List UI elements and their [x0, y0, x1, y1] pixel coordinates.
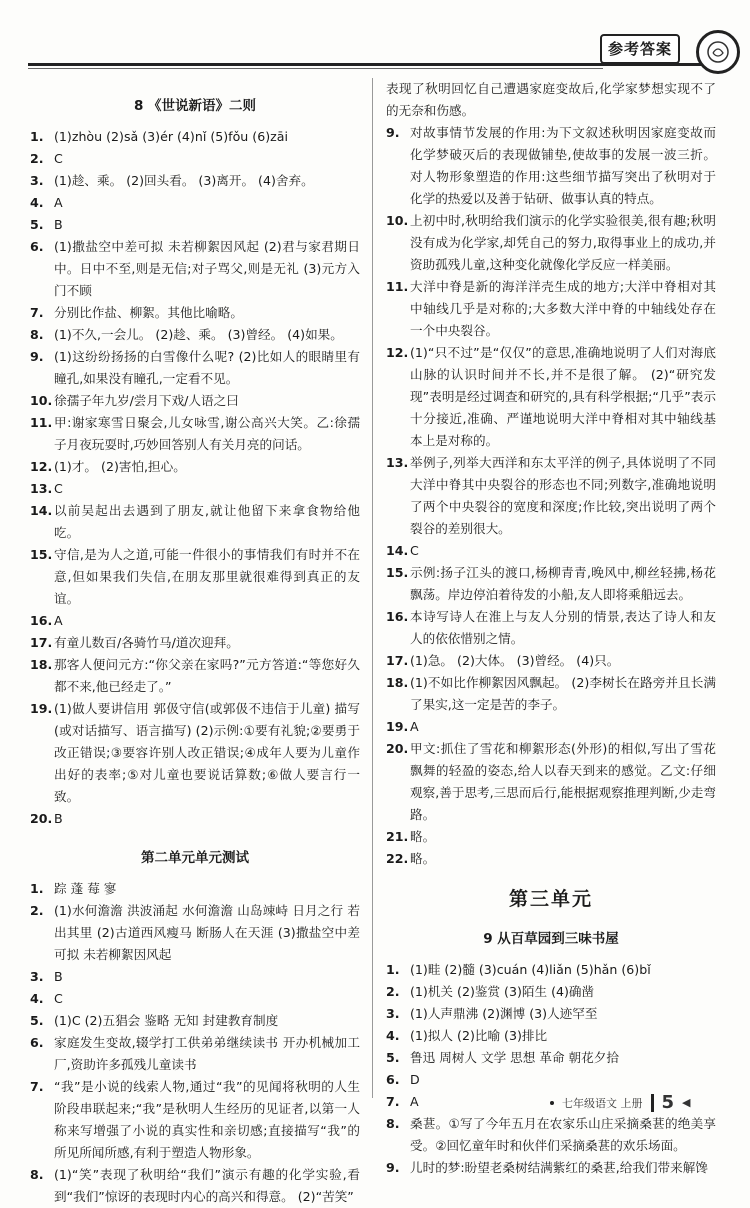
answer-text: 略。 [410, 829, 436, 844]
answer-number: 19. [386, 719, 409, 734]
answer-list [30, 878, 360, 1208]
answer-number: 10. [30, 393, 53, 408]
answer-number: 8. [386, 1116, 400, 1131]
answer-number: 22. [386, 851, 409, 866]
answer-text: A [410, 719, 419, 734]
answer-text: (1)急。 (2)大体。 (3)曾经。 (4)只。 [410, 653, 620, 668]
answer-number: 5. [386, 1050, 400, 1065]
publisher-logo [696, 30, 740, 74]
answer-text: (1)拟人 (2)比喻 (3)排比 [410, 1028, 548, 1043]
answer-number: 4. [386, 1028, 400, 1043]
answer-number: 13. [386, 455, 409, 470]
answer-list [30, 126, 360, 830]
answer-number: 7. [30, 1079, 44, 1094]
answer-item [30, 988, 360, 1010]
answer-number: 6. [30, 1035, 44, 1050]
left-column [30, 78, 360, 1208]
answer-text: “我”是小说的线索人物,通过“我”的见闻将秋明的人生阶段串联起来;“我”是秋明人生经历的见证者,以第一人称来写增强了小说的真实性和亲切感;直接描写“我”的所见所闻所感,有利于塑造人物形象。 [54, 1079, 360, 1160]
answer-number: 14. [386, 543, 409, 558]
answer-number: 12. [386, 345, 409, 360]
answer-number: 1. [30, 129, 44, 144]
answer-item [386, 826, 716, 848]
answer-item [30, 1032, 360, 1076]
answer-number: 20. [30, 811, 53, 826]
answer-number: 17. [30, 635, 53, 650]
answer-text: B [54, 969, 63, 984]
answer-item [386, 606, 716, 650]
answer-text: A [54, 195, 63, 210]
page-number: 5 [661, 1092, 675, 1113]
answer-number: 4. [30, 195, 44, 210]
answer-item [30, 412, 360, 456]
answer-number: 3. [386, 1006, 400, 1021]
left-arrow-icon: ◀ [682, 1096, 691, 1109]
answer-item [30, 544, 360, 610]
answer-text: C [54, 481, 63, 496]
answer-item [30, 324, 360, 346]
answer-number: 3. [30, 969, 44, 984]
column-divider [372, 78, 373, 1098]
answer-item [30, 126, 360, 148]
answer-text: 示例:扬子江头的渡口,杨柳青青,晚风中,柳丝轻拂,杨花飘荡。岸边停泊着待发的小船,友人即将乘船远去。 [410, 565, 716, 602]
answer-text: (1)机关 (2)鉴赏 (3)陌生 (4)确凿 [410, 984, 595, 999]
answer-item [386, 1025, 716, 1047]
answer-item [30, 610, 360, 632]
answer-number: 20. [386, 741, 409, 756]
answer-text: (1)不如比作柳絮因风飘起。 (2)李树长在路旁并且长满了果实,这一定是苦的李子。 [410, 675, 716, 712]
answer-item [30, 302, 360, 324]
answer-text: 对故事情节发展的作用:为下文叙述秋明因家庭变故而化学梦破灭后的表现做铺垫,使故事的发展一波三折。对人物形象塑造的作用:这些细节描写突出了秋明对于化学的热爱以及善于钻研、做事认真的特点。 [410, 125, 716, 206]
answer-text: 分别比作盐、柳絮。其他比喻略。 [54, 305, 243, 320]
right-column [386, 78, 716, 1179]
bullet-icon [550, 1101, 554, 1105]
footer-bar [651, 1094, 654, 1112]
answer-item [386, 959, 716, 981]
answer-number: 16. [386, 609, 409, 624]
answer-item [30, 456, 360, 478]
answer-number: 15. [30, 547, 53, 562]
answer-item [30, 346, 360, 390]
answer-text: D [410, 1072, 420, 1087]
answer-number: 8. [30, 1167, 44, 1182]
answer-number: 2. [386, 984, 400, 999]
answer-text: (1)水何澹澹 洪波涌起 水何澹澹 山岛竦峙 日月之行 若出其里 (2)古道西风瘦马 断肠人在天涯 (3)撒盐空中差可拟 未若柳絮因风起 [54, 903, 360, 962]
answer-item [30, 698, 360, 808]
answer-text: C [54, 991, 63, 1006]
answer-text: A [54, 613, 63, 628]
answer-number: 9. [386, 125, 400, 140]
answer-number: 13. [30, 481, 53, 496]
section-title: 9 从百草园到三味书屋 [483, 931, 619, 947]
answer-number: 15. [386, 565, 409, 580]
answer-item [30, 148, 360, 170]
answer-text: (1)“只不过”是“仅仅”的意思,准确地说明了人们对海底山脉的认识时间并不长,并不是很了解。 (2)“研究发现”表明是经过调查和研究的,具有科学根据;“几乎”表示十分接近,准确、严谨地说明大洋中脊相对其中轴线基本上是对称的。 [410, 345, 716, 448]
answer-item [386, 1069, 716, 1091]
answer-text: 桑葚。①写了今年五月在农家乐山庄采摘桑葚的绝美享受。②回忆童年时和伙伴们采摘桑葚的欢乐场面。 [410, 1116, 716, 1153]
answer-text: 上初中时,秋明给我们演示的化学实验很美,很有趣;秋明没有成为化学家,却凭自己的努力,取得事业上的成功,并资助孤残儿童,这种变化就像化学反应一样美丽。 [410, 213, 716, 272]
answer-number: 8. [30, 327, 44, 342]
answer-text: 略。 [410, 851, 436, 866]
answer-number: 7. [386, 1094, 400, 1109]
answer-text: B [54, 217, 63, 232]
answer-number: 6. [386, 1072, 400, 1087]
answer-item [30, 1010, 360, 1032]
answer-text: B [54, 811, 63, 826]
answer-text: 儿时的梦:盼望老桑树结满紫红的桑葚,给我们带来解馋 [410, 1160, 708, 1175]
answer-text: 甲文:抓住了雪花和柳絮形态(外形)的相似,写出了雪花飘舞的轻盈的姿态,给人以春天到来的感觉。乙文:仔细观察,善于思考,三思而后行,能根据观察推理判断,少走弯路。 [410, 741, 716, 822]
answer-item [30, 214, 360, 236]
answer-text: C [54, 151, 63, 166]
answer-text: A [410, 1094, 419, 1109]
answer-number: 18. [30, 657, 53, 672]
answer-item [386, 1003, 716, 1025]
answer-item [30, 390, 360, 412]
answer-item [386, 650, 716, 672]
answer-text: (1)这纷纷扬扬的白雪像什么呢? (2)比如人的眼睛里有瞳孔,如果没有瞳孔,一定看不见。 [54, 349, 360, 386]
answer-text: (1)做人要讲信用 郭伋守信(或郭伋不违信于儿童) 描写(或对话描写、语言描写) (2)示例:①要有礼貌;②要勇于改正错误;③要容许别人改正错误;④成年人要为儿童作出好的表率;⑤对儿童也要说话算数;⑥做人要言行一致。 [54, 701, 360, 804]
answer-item [386, 848, 716, 870]
answer-key-badge: 参考答案 [600, 34, 680, 64]
answer-item [386, 1157, 716, 1179]
answer-item [386, 342, 716, 452]
answer-text: 举例子,列举大西洋和东太平洋的例子,具体说明了不同大洋中脊其中央裂谷的形态也不同;列数字,准确地说明了两个中央裂谷的宽度和深度;作比较,突出说明了两个裂谷的差别很大。 [410, 455, 716, 536]
answer-number: 2. [30, 151, 44, 166]
answer-text: (1)不久,一会儿。 (2)趁、乘。 (3)曾经。 (4)如果。 [54, 327, 343, 342]
answer-item [386, 276, 716, 342]
answer-number: 18. [386, 675, 409, 690]
answer-text: (1)C (2)五猖会 鉴略 无知 封建教育制度 [54, 1013, 279, 1028]
answer-number: 21. [386, 829, 409, 844]
answer-number: 6. [30, 239, 44, 254]
answer-text: C [410, 543, 419, 558]
answer-number: 9. [386, 1160, 400, 1175]
answer-text: (1)zhòu (2)sǎ (3)ér (4)nǐ (5)fǒu (6)zāi [54, 129, 288, 144]
answer-item [386, 452, 716, 540]
answer-number: 1. [386, 962, 400, 977]
answer-number: 5. [30, 1013, 44, 1028]
answer-text: 大洋中脊是新的海洋洋壳生成的地方;大洋中脊相对其中轴线几乎是对称的;大多数大洋中脊的中轴线处存在一个中央裂谷。 [410, 279, 716, 338]
answer-number: 11. [386, 279, 409, 294]
answer-list [386, 122, 716, 870]
answer-item [386, 540, 716, 562]
answer-text: 鲁迅 周树人 文学 思想 革命 朝花夕拾 [410, 1050, 619, 1065]
answer-number: 5. [30, 217, 44, 232]
answer-number: 12. [30, 459, 53, 474]
answer-number: 19. [30, 701, 53, 716]
answer-item [30, 500, 360, 544]
answer-number: 1. [30, 881, 44, 896]
answer-text: (1)才。 (2)害怕,担心。 [54, 459, 186, 474]
page-footer [550, 1092, 691, 1113]
answer-number: 9. [30, 349, 44, 364]
answer-item [30, 808, 360, 830]
answer-item [30, 966, 360, 988]
answer-item [386, 672, 716, 716]
answer-item [30, 192, 360, 214]
answer-text: 那客人便问元方:“你父亲在家吗?”元方答道:“等您好久都不来,他已经走了。” [54, 657, 360, 694]
answer-item [386, 981, 716, 1003]
answer-item [30, 878, 360, 900]
answer-item [386, 562, 716, 606]
answer-text: 守信,是为人之道,可能一件很小的事情我们有时并不在意,但如果我们失信,在朋友那里就很难得到真正的友谊。 [54, 547, 360, 606]
answer-number: 2. [30, 903, 44, 918]
answer-item [30, 1164, 360, 1208]
answer-text: (1)趁、乘。 (2)回头看。 (3)离开。 (4)舍弃。 [54, 173, 314, 188]
answer-item [30, 632, 360, 654]
answer-number: 17. [386, 653, 409, 668]
answer-item [386, 1047, 716, 1069]
header-rule-thin [28, 68, 603, 69]
answer-number: 7. [30, 305, 44, 320]
answer-item [30, 170, 360, 192]
answer-text: (1)畦 (2)髓 (3)cuán (4)liǎn (5)hǎn (6)bǐ [410, 962, 651, 977]
answer-text: 甲:谢家寒雪日聚会,儿女咏雪,谢公高兴大笑。乙:徐孺子月夜玩耍时,巧妙回答别人有关月亮的问话。 [54, 415, 360, 452]
answer-text: 踪 蓬 莓 寥 [54, 881, 117, 896]
answer-item [30, 236, 360, 302]
answer-item [386, 122, 716, 210]
answer-number: 16. [30, 613, 53, 628]
answer-number: 14. [30, 503, 53, 518]
answer-number: 10. [386, 213, 409, 228]
continued-answer: 表现了秋明回忆自己遭遇家庭变故后,化学家梦想实现不了的无奈和伤感。 [386, 81, 716, 118]
answer-number: 3. [30, 173, 44, 188]
answer-item [386, 716, 716, 738]
answer-list [386, 959, 716, 1179]
logo-icon [705, 39, 731, 65]
section-title: 第二单元单元测试 [141, 850, 249, 866]
answer-text: 徐孺子年九岁/尝月下戏/人语之曰 [54, 393, 239, 408]
answer-item [30, 478, 360, 500]
answer-text: 有童儿数百/各骑竹马/道次迎拜。 [54, 635, 239, 650]
answer-item [386, 1113, 716, 1157]
unit-title: 第三单元 [508, 888, 593, 910]
answer-item [386, 738, 716, 826]
footer-label: 七年级语文 上册 [562, 1096, 643, 1110]
answer-number: 4. [30, 991, 44, 1006]
answer-text: 以前吴起出去遇到了朋友,就让他留下来拿食物给他吃。 [54, 503, 360, 540]
answer-text: 本诗写诗人在淮上与友人分别的情景,表达了诗人和友人的依依惜别之情。 [410, 609, 716, 646]
answer-text: (1)人声鼎沸 (2)渊博 (3)人迹罕至 [410, 1006, 598, 1021]
answer-item [30, 654, 360, 698]
answer-text: (1)撒盐空中差可拟 未若柳絮因风起 (2)君与家君期日中。日中不至,则是无信;对子骂父,则是无礼 (3)元方入门不顾 [54, 239, 360, 298]
answer-text: 家庭发生变故,辍学打工供弟弟继续读书 开办机械加工厂,资助许多孤残儿童读书 [54, 1035, 360, 1072]
section-title: 8 《世说新语》二则 [133, 98, 257, 114]
answer-number: 11. [30, 415, 53, 430]
answer-text: (1)“笑”表现了秋明给“我们”演示有趣的化学实验,看到“我们”惊讶的表现时内心的高兴和得意。 (2)“苦笑” [54, 1167, 360, 1204]
answer-item [386, 210, 716, 276]
answer-item [30, 1076, 360, 1164]
answer-item [30, 900, 360, 966]
